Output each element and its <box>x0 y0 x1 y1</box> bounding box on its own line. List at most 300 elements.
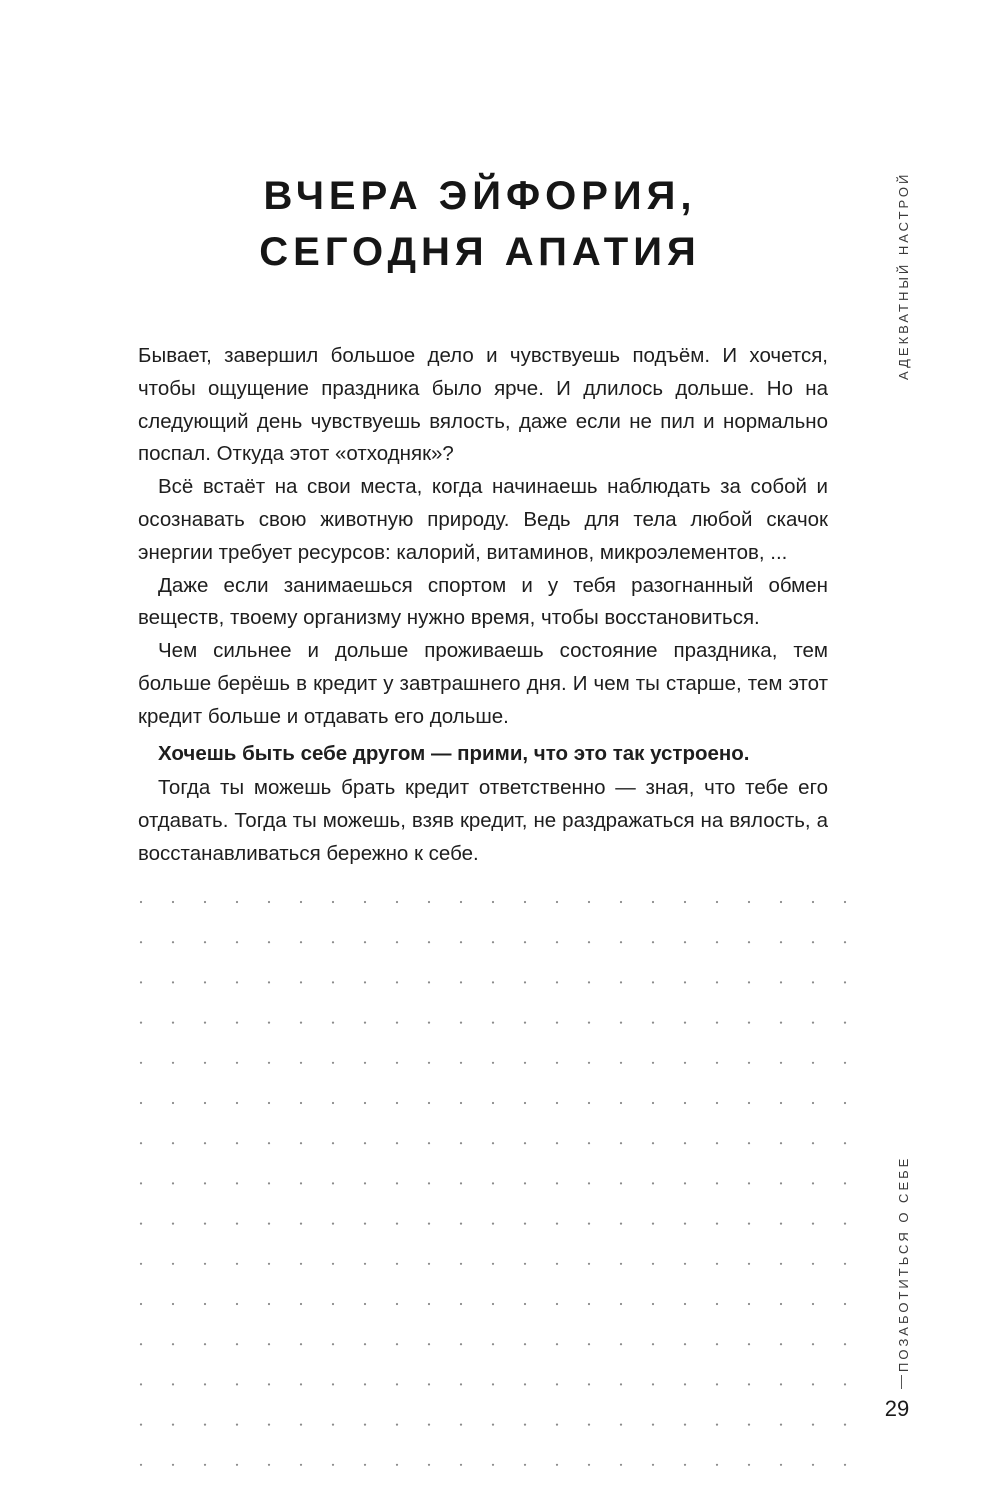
emphasis-paragraph: Хочешь быть себе другом — прими, что это так устроено. <box>158 741 750 765</box>
grid-dot <box>300 1182 302 1184</box>
grid-dot <box>332 1303 334 1305</box>
grid-dot <box>716 1182 718 1184</box>
grid-dot <box>556 941 558 943</box>
grid-dot <box>524 1303 526 1305</box>
grid-dot <box>780 1022 782 1024</box>
grid-dot <box>588 941 590 943</box>
grid-dot <box>492 1424 494 1426</box>
grid-dot <box>812 1424 814 1426</box>
grid-dot <box>140 1102 142 1104</box>
grid-dot <box>332 1022 334 1024</box>
grid-dot <box>140 981 142 983</box>
grid-dot <box>524 941 526 943</box>
grid-dot <box>748 1464 750 1466</box>
grid-dot <box>332 941 334 943</box>
grid-dot <box>492 1142 494 1144</box>
grid-dot <box>204 1303 206 1305</box>
grid-dot <box>332 1182 334 1184</box>
grid-dot <box>524 1062 526 1064</box>
grid-dot <box>300 1343 302 1345</box>
grid-dot <box>300 1303 302 1305</box>
grid-dot <box>364 941 366 943</box>
grid-dot <box>588 1424 590 1426</box>
grid-dot <box>812 1102 814 1104</box>
grid-dot <box>556 1022 558 1024</box>
grid-dot <box>332 981 334 983</box>
grid-dot <box>684 1303 686 1305</box>
grid-dot <box>812 1263 814 1265</box>
grid-dot <box>332 901 334 903</box>
grid-dot <box>460 1383 462 1385</box>
grid-dot <box>204 1062 206 1064</box>
grid-dot <box>204 1182 206 1184</box>
grid-dot <box>588 981 590 983</box>
grid-dot <box>236 1142 238 1144</box>
grid-dot <box>268 981 270 983</box>
grid-dot <box>460 1263 462 1265</box>
grid-dot <box>268 1102 270 1104</box>
grid-dot <box>428 1424 430 1426</box>
page-number: 29 <box>884 1396 910 1421</box>
grid-dot <box>620 1223 622 1225</box>
grid-dot <box>556 1263 558 1265</box>
grid-dot <box>588 1062 590 1064</box>
grid-dot <box>812 1142 814 1144</box>
grid-dot <box>748 1223 750 1225</box>
grid-dot <box>396 1424 398 1426</box>
grid-dot <box>588 901 590 903</box>
grid-dot <box>140 1383 142 1385</box>
grid-dot <box>140 1343 142 1345</box>
grid-dot <box>396 1223 398 1225</box>
grid-dot <box>844 901 846 903</box>
grid-dot <box>716 1102 718 1104</box>
grid-dot <box>844 1102 846 1104</box>
grid-dot <box>172 1464 174 1466</box>
grid-dot <box>204 1424 206 1426</box>
grid-dot <box>364 1343 366 1345</box>
grid-dot <box>684 1022 686 1024</box>
grid-dot <box>780 1223 782 1225</box>
grid-dot <box>812 981 814 983</box>
grid-dot <box>428 1142 430 1144</box>
grid-dot <box>396 1142 398 1144</box>
grid-dot <box>780 1263 782 1265</box>
grid-dot <box>524 1182 526 1184</box>
grid-dot <box>428 1263 430 1265</box>
grid-dot <box>268 1303 270 1305</box>
grid-dot <box>172 941 174 943</box>
grid-dot <box>300 981 302 983</box>
grid-dot <box>620 1263 622 1265</box>
grid-dot <box>204 1464 206 1466</box>
grid-dot <box>172 1022 174 1024</box>
grid-dot <box>588 1303 590 1305</box>
grid-dot <box>588 1022 590 1024</box>
grid-dot <box>268 1142 270 1144</box>
grid-dot <box>652 1142 654 1144</box>
grid-dot <box>716 1022 718 1024</box>
closing-paragraph: Тогда ты можешь брать кредит ответственно — зная, что тебе его отдавать. Тогда ты можешь, взяв кредит, не раздражаться на вялость, а восстанавливаться бережно к себе. <box>138 776 828 865</box>
grid-dot <box>556 1464 558 1466</box>
grid-dot <box>844 1343 846 1345</box>
grid-dot <box>268 1022 270 1024</box>
sidebar-divider <box>901 1375 902 1389</box>
grid-dot <box>364 1383 366 1385</box>
grid-dot <box>620 1102 622 1104</box>
grid-dot <box>460 1062 462 1064</box>
grid-dot <box>204 981 206 983</box>
grid-dot <box>172 1424 174 1426</box>
grid-dot <box>172 1062 174 1064</box>
grid-dot <box>716 1343 718 1345</box>
grid-dot <box>204 941 206 943</box>
grid-dot <box>332 1343 334 1345</box>
grid-dot <box>684 901 686 903</box>
grid-dot <box>812 1223 814 1225</box>
grid-dot <box>172 1223 174 1225</box>
grid-dot <box>524 1464 526 1466</box>
grid-dot <box>716 1303 718 1305</box>
grid-dot <box>844 1263 846 1265</box>
grid-dot <box>812 901 814 903</box>
grid-dot <box>396 1263 398 1265</box>
grid-dot <box>428 1343 430 1345</box>
grid-dot <box>684 1464 686 1466</box>
grid-dot <box>780 1303 782 1305</box>
grid-dot <box>204 1343 206 1345</box>
grid-dot <box>460 941 462 943</box>
grid-dot <box>684 941 686 943</box>
grid-dot <box>172 1182 174 1184</box>
grid-dot <box>236 1022 238 1024</box>
grid-dot <box>716 1464 718 1466</box>
grid-dot <box>812 1383 814 1385</box>
grid-dot <box>492 1383 494 1385</box>
grid-dot <box>428 901 430 903</box>
grid-dot <box>716 901 718 903</box>
grid-dot <box>204 1102 206 1104</box>
title-line-1: ВЧЕРА ЭЙФОРИЯ, <box>263 174 697 218</box>
grid-dot <box>524 1223 526 1225</box>
grid-dot <box>460 1464 462 1466</box>
grid-dot <box>844 1223 846 1225</box>
grid-dot <box>300 1142 302 1144</box>
grid-dot <box>236 1383 238 1385</box>
grid-dot <box>780 981 782 983</box>
grid-dot <box>748 1142 750 1144</box>
grid-dot <box>556 901 558 903</box>
grid-dot <box>236 981 238 983</box>
grid-dot <box>652 1062 654 1064</box>
grid-dot <box>364 1263 366 1265</box>
grid-dot <box>716 1383 718 1385</box>
grid-dot <box>620 1022 622 1024</box>
grid-dot <box>524 901 526 903</box>
grid-dot <box>812 1062 814 1064</box>
grid-dot <box>396 1062 398 1064</box>
grid-dot <box>812 1022 814 1024</box>
grid-dot <box>140 1263 142 1265</box>
grid-dot <box>748 1263 750 1265</box>
grid-dot <box>492 901 494 903</box>
grid-dot <box>716 1263 718 1265</box>
grid-dot <box>268 1464 270 1466</box>
grid-dot <box>652 1464 654 1466</box>
grid-dot <box>524 981 526 983</box>
grid-dot <box>780 941 782 943</box>
grid-dot <box>492 1022 494 1024</box>
grid-dot <box>620 1464 622 1466</box>
grid-dot <box>236 1182 238 1184</box>
grid-dot <box>684 1343 686 1345</box>
grid-dot <box>172 1303 174 1305</box>
grid-dot <box>460 1303 462 1305</box>
grid-dot <box>140 1182 142 1184</box>
grid-dot <box>716 941 718 943</box>
grid-dot <box>844 1464 846 1466</box>
grid-dot <box>844 1022 846 1024</box>
grid-dot <box>588 1142 590 1144</box>
grid-dot <box>492 1182 494 1184</box>
grid-dot <box>556 1223 558 1225</box>
grid-dot <box>780 1343 782 1345</box>
grid-dot <box>684 1424 686 1426</box>
grid-dot <box>652 1182 654 1184</box>
grid-dot <box>364 1223 366 1225</box>
grid-dot <box>332 1223 334 1225</box>
grid-dot <box>332 1383 334 1385</box>
grid-dot <box>588 1343 590 1345</box>
grid-dot <box>140 1424 142 1426</box>
grid-dot <box>428 1303 430 1305</box>
grid-dot <box>524 1343 526 1345</box>
grid-dot <box>460 1424 462 1426</box>
grid-dot <box>396 981 398 983</box>
grid-dot <box>492 1102 494 1104</box>
grid-dot <box>140 1303 142 1305</box>
grid-dot <box>620 1424 622 1426</box>
grid-dot <box>332 1464 334 1466</box>
grid-dot <box>140 1062 142 1064</box>
grid-dot <box>236 901 238 903</box>
grid-dot <box>556 1182 558 1184</box>
grid-dot <box>748 981 750 983</box>
grid-dot <box>524 1102 526 1104</box>
section-label: АДЕКВАТНЫЙ НАСТРОЙ <box>896 172 911 381</box>
grid-dot <box>716 1062 718 1064</box>
grid-dot <box>332 1062 334 1064</box>
grid-dot <box>364 1424 366 1426</box>
grid-dot <box>556 1343 558 1345</box>
grid-dot <box>460 1142 462 1144</box>
grid-dot <box>300 901 302 903</box>
grid-dot <box>748 901 750 903</box>
grid-dot <box>748 1022 750 1024</box>
grid-dot <box>844 1182 846 1184</box>
grid-dot <box>300 1263 302 1265</box>
grid-dot <box>236 1263 238 1265</box>
grid-dot <box>172 1102 174 1104</box>
grid-dot <box>300 1062 302 1064</box>
grid-dot <box>556 1142 558 1144</box>
grid-dot <box>652 1223 654 1225</box>
grid-dot <box>748 1102 750 1104</box>
grid-dot <box>300 941 302 943</box>
grid-dot <box>492 1263 494 1265</box>
grid-dot <box>684 1263 686 1265</box>
grid-dot <box>268 1424 270 1426</box>
grid-dot <box>812 941 814 943</box>
grid-dot <box>492 1062 494 1064</box>
grid-dot <box>556 1424 558 1426</box>
grid-dot <box>652 1303 654 1305</box>
grid-dot <box>396 1464 398 1466</box>
grid-dot <box>364 901 366 903</box>
grid-dot <box>620 981 622 983</box>
grid-dot <box>396 1303 398 1305</box>
grid-dot <box>716 1223 718 1225</box>
grid-dot <box>588 1182 590 1184</box>
grid-dot <box>300 1223 302 1225</box>
grid-dot <box>396 1383 398 1385</box>
grid-dot <box>460 1022 462 1024</box>
grid-dot <box>652 1424 654 1426</box>
grid-dot <box>364 1303 366 1305</box>
grid-dot <box>780 1102 782 1104</box>
grid-dot <box>620 1383 622 1385</box>
grid-dot <box>364 981 366 983</box>
grid-dot <box>556 1062 558 1064</box>
grid-dot <box>396 901 398 903</box>
grid-dot <box>236 941 238 943</box>
grid-dot <box>652 1022 654 1024</box>
grid-dot <box>204 1223 206 1225</box>
grid-dot <box>780 1142 782 1144</box>
grid-dot <box>812 1343 814 1345</box>
grid-dot <box>204 901 206 903</box>
grid-dot <box>620 1182 622 1184</box>
grid-dot <box>460 1182 462 1184</box>
grid-dot <box>620 941 622 943</box>
grid-dot <box>748 1424 750 1426</box>
grid-dot <box>588 1383 590 1385</box>
grid-dot <box>300 1424 302 1426</box>
grid-dot <box>300 1383 302 1385</box>
grid-dot <box>428 1383 430 1385</box>
grid-dot <box>268 1343 270 1345</box>
grid-dot <box>716 981 718 983</box>
grid-dot <box>396 1182 398 1184</box>
grid-dot <box>844 941 846 943</box>
grid-dot <box>140 941 142 943</box>
grid-dot <box>652 1263 654 1265</box>
grid-dot <box>588 1464 590 1466</box>
grid-dot <box>844 1062 846 1064</box>
chapter-label: ПОЗАБОТИТЬСЯ О СЕБЕ <box>896 1155 911 1372</box>
grid-dot <box>780 1062 782 1064</box>
grid-dot <box>556 1102 558 1104</box>
grid-dot <box>268 1263 270 1265</box>
grid-dot <box>172 1343 174 1345</box>
grid-dot <box>428 981 430 983</box>
grid-dot <box>812 1464 814 1466</box>
grid-dot <box>140 1022 142 1024</box>
grid-dot <box>684 1142 686 1144</box>
grid-dot <box>300 1102 302 1104</box>
paragraph-2: Всё встаёт на свои места, когда начинаешь наблюдать за собой и осознавать свою животную природу. Ведь для тела любой скачок энергии требует ресурсов: калорий, витаминов, микроэлементов, ... <box>138 475 828 564</box>
grid-dot <box>268 1062 270 1064</box>
grid-dot <box>236 1424 238 1426</box>
grid-dot <box>396 1102 398 1104</box>
grid-dot <box>588 1263 590 1265</box>
grid-dot <box>428 1223 430 1225</box>
grid-dot <box>332 1263 334 1265</box>
grid-dot <box>492 981 494 983</box>
paragraph-3: Даже если занимаешься спортом и у тебя разогнанный обмен веществ, твоему организму нужно время, чтобы восстановиться. <box>138 573 828 630</box>
grid-dot <box>588 1102 590 1104</box>
grid-dot <box>780 1464 782 1466</box>
grid-dot <box>652 941 654 943</box>
grid-dot <box>492 1464 494 1466</box>
grid-dot <box>684 1102 686 1104</box>
grid-dot <box>364 1182 366 1184</box>
grid-dot <box>460 1343 462 1345</box>
grid-dot <box>812 1303 814 1305</box>
grid-dot <box>748 1383 750 1385</box>
grid-dot <box>428 1182 430 1184</box>
grid-dot <box>748 1182 750 1184</box>
grid-dot <box>780 1383 782 1385</box>
grid-dot <box>428 1102 430 1104</box>
grid-dot <box>140 901 142 903</box>
grid-dot <box>524 1383 526 1385</box>
grid-dot <box>236 1102 238 1104</box>
grid-dot <box>364 1102 366 1104</box>
grid-dot <box>460 981 462 983</box>
grid-dot <box>204 1383 206 1385</box>
grid-dot <box>524 1424 526 1426</box>
grid-dot <box>716 1424 718 1426</box>
title-line-2: СЕГОДНЯ АПАТИЯ <box>259 230 701 274</box>
grid-dot <box>844 1383 846 1385</box>
grid-dot <box>460 901 462 903</box>
grid-dot <box>236 1303 238 1305</box>
grid-dot <box>268 1383 270 1385</box>
grid-dot <box>684 1182 686 1184</box>
grid-dot <box>524 1142 526 1144</box>
grid-dot <box>556 1303 558 1305</box>
grid-dot <box>748 1343 750 1345</box>
grid-dot <box>620 1062 622 1064</box>
grid-dot <box>780 1424 782 1426</box>
grid-dot <box>460 1102 462 1104</box>
grid-dot <box>236 1223 238 1225</box>
grid-dot <box>460 1223 462 1225</box>
grid-dot <box>364 1142 366 1144</box>
grid-dot <box>428 1022 430 1024</box>
grid-dot <box>556 981 558 983</box>
grid-dot <box>396 941 398 943</box>
grid-dot <box>204 1263 206 1265</box>
grid-dot <box>684 1062 686 1064</box>
grid-dot <box>300 1022 302 1024</box>
grid-dot <box>268 901 270 903</box>
grid-dot <box>268 1182 270 1184</box>
grid-dot <box>812 1182 814 1184</box>
grid-dot <box>140 1464 142 1466</box>
grid-dot <box>652 1102 654 1104</box>
